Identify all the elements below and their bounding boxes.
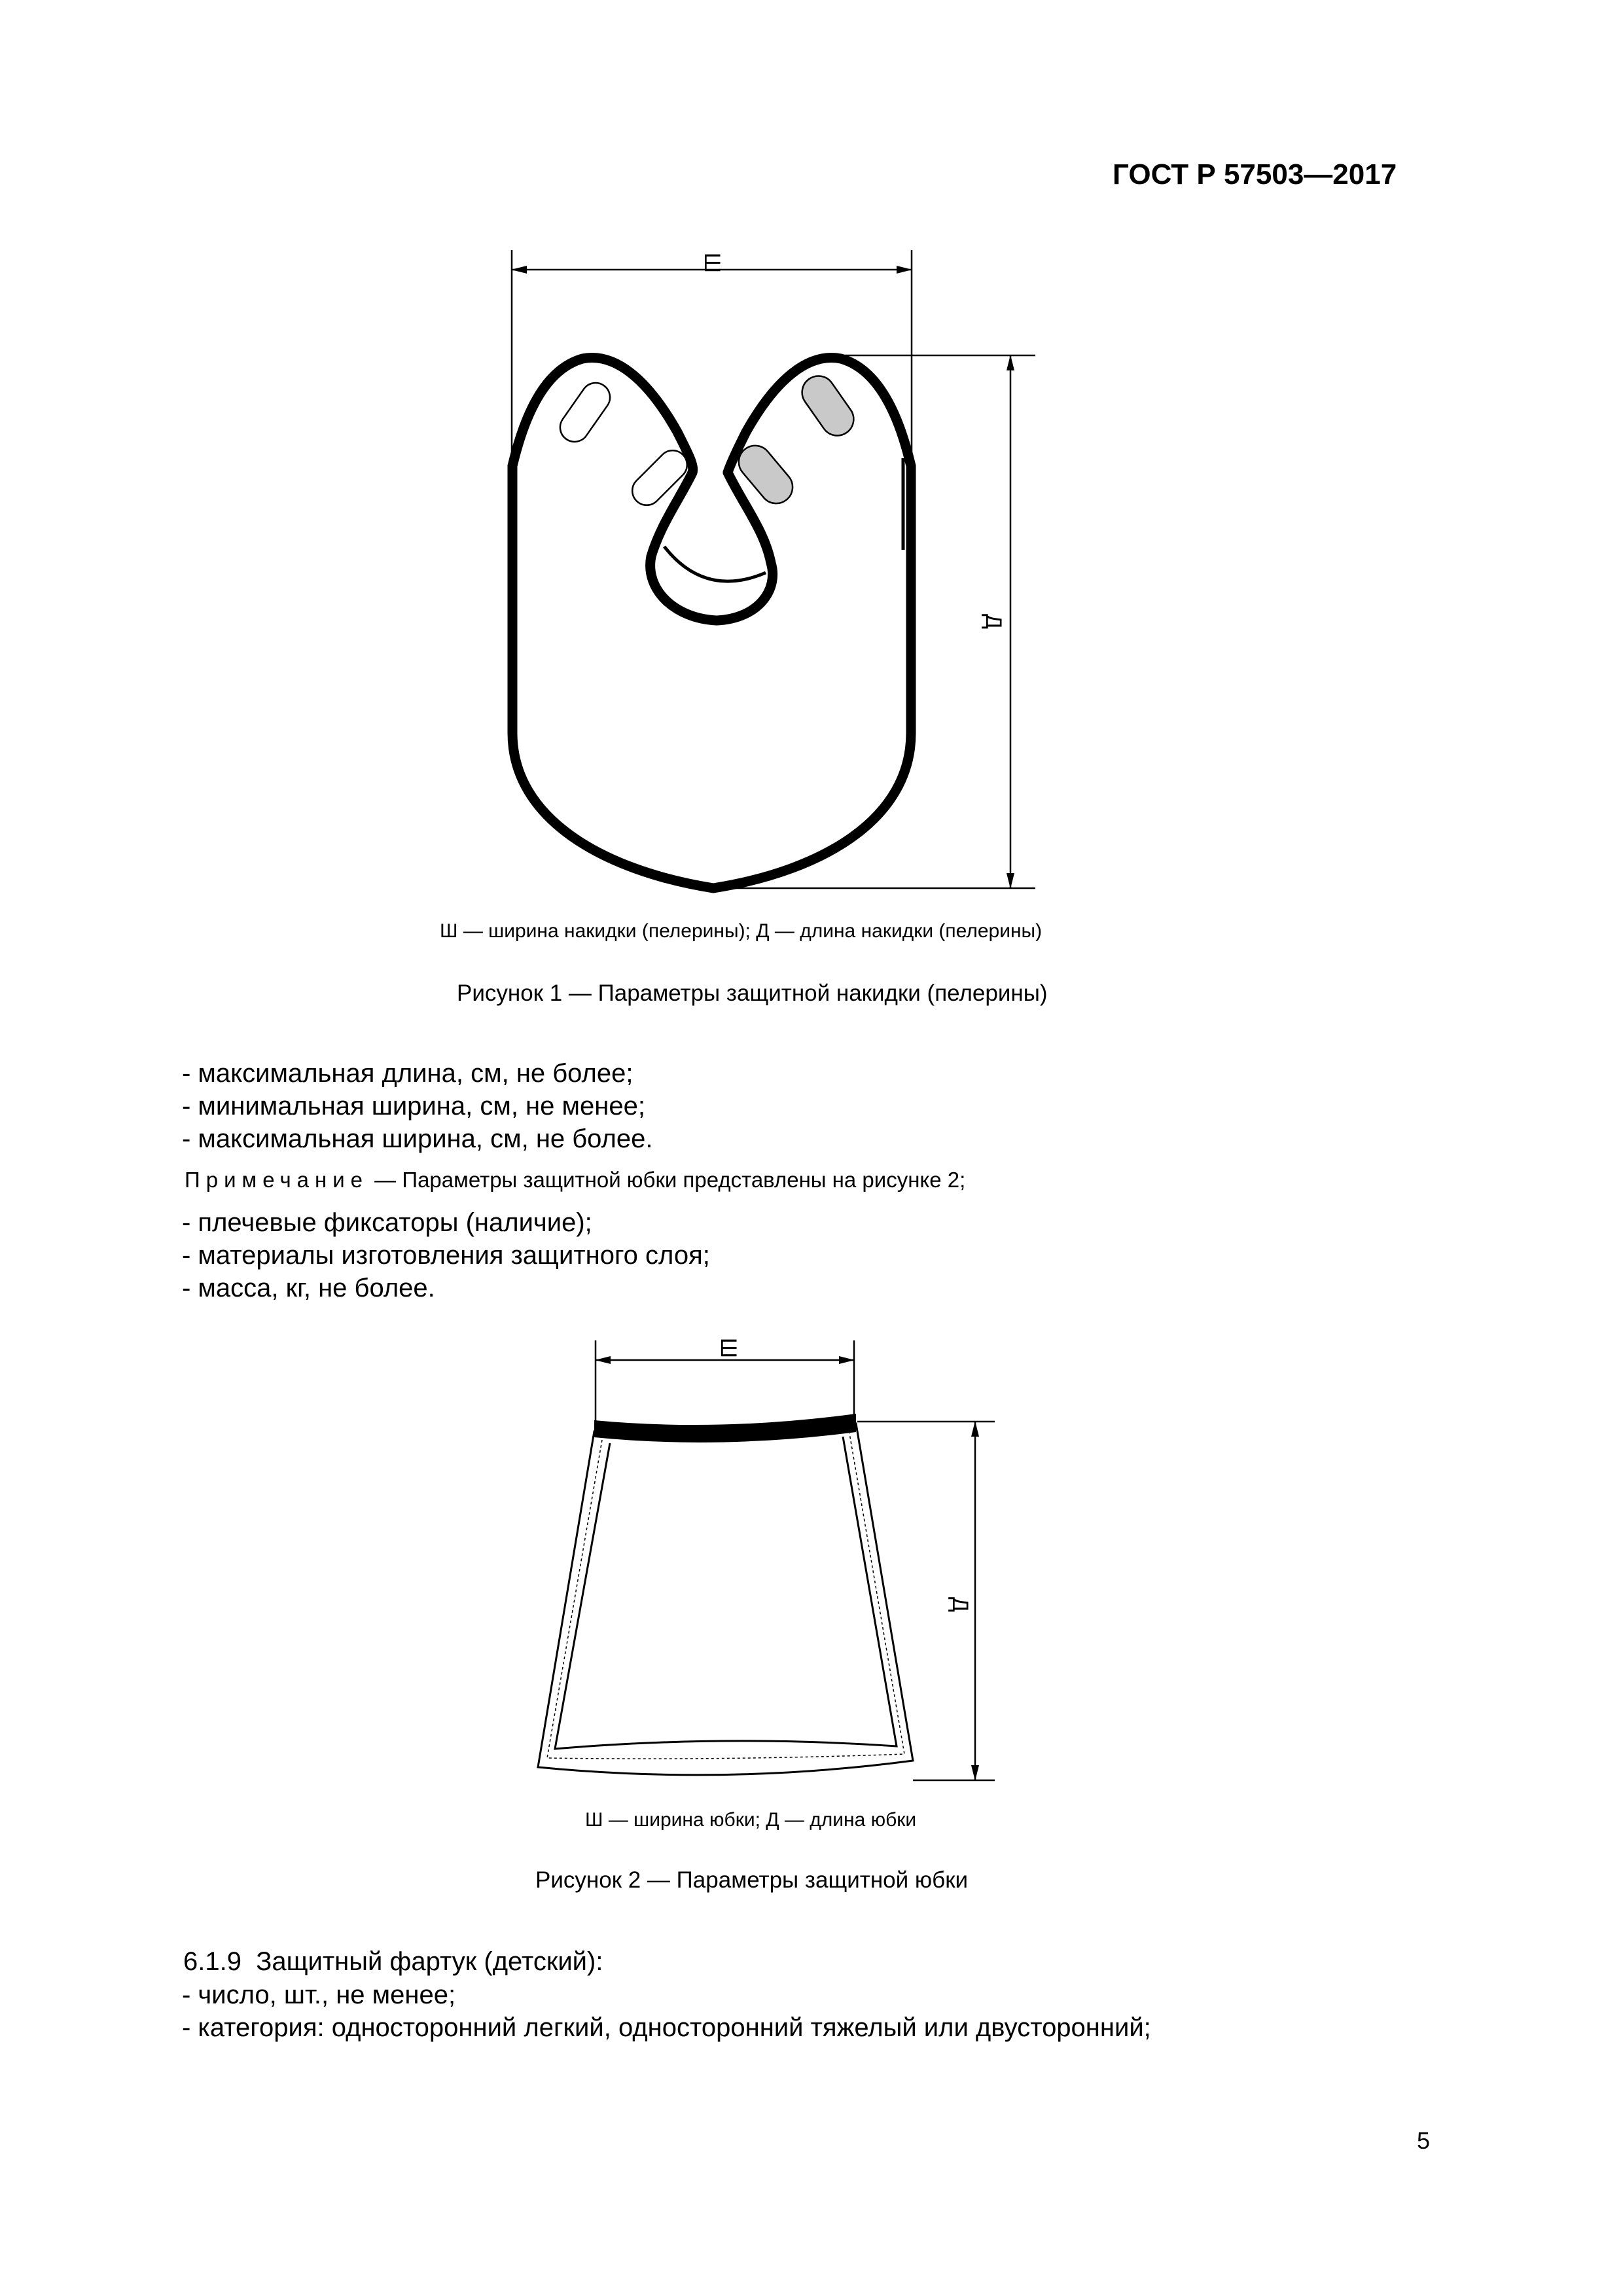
figure-1-legend: Ш — ширина накидки (пелерины); Д — длина накидки (пелерины): [440, 920, 1043, 942]
figure-2-width-symbol: Ш: [716, 1337, 741, 1359]
list-1-item-1: - максимальная длина, см, не более;: [182, 1059, 633, 1088]
section-item-2: - категория: односторонний легкий, односторонний тяжелый или двусторонний;: [182, 2013, 1151, 2042]
list-2-item-1: - плечевые фиксаторы (наличие);: [182, 1208, 592, 1237]
page-number: 5: [1417, 2127, 1431, 2154]
list-1-item-2: - минимальная ширина, см, не менее;: [182, 1092, 645, 1121]
figure-2-length-dimension: [857, 1422, 995, 1780]
note-text: — Параметры защитной юбки представлены на рисунке 2;: [368, 1168, 966, 1192]
figure-2-caption: Рисунок 2 — Параметры защитной юбки: [535, 1867, 969, 1893]
note-line: [185, 1168, 965, 1193]
figure-1-length-symbol: Д: [981, 613, 1007, 630]
skirt-inner-outline: [555, 1437, 897, 1749]
skirt-waistband: [594, 1414, 856, 1443]
section-item-1: - число, шт., не менее;: [182, 1981, 456, 2009]
figure-1-width-dimension: [512, 250, 912, 466]
figure-2-length-symbol: Д: [948, 1596, 973, 1613]
skirt-stitching: [547, 1433, 904, 1759]
figure-2-legend: Ш — ширина юбки; Д — длина юбки: [585, 1809, 917, 1831]
cape-inner-neck-edge: [664, 547, 766, 581]
note-label: Примечание: [185, 1168, 369, 1192]
section-heading: 6.1.9 Защитный фартук (детский):: [183, 1947, 603, 1976]
shoulder-fixators: [554, 370, 860, 511]
standard-code: ГОСТ Р 57503—2017: [1113, 158, 1397, 190]
list-1-item-3: - максимальная ширина, см, не более.: [182, 1124, 653, 1153]
figure-1-caption: Рисунок 1 — Параметры защитной накидки (пелерины): [457, 980, 1048, 1006]
cape-outline: [512, 358, 911, 888]
skirt-outline: [538, 1424, 913, 1775]
figure-1-width-symbol: Ш: [700, 252, 725, 274]
list-2-item-3: - масса, кг, не более.: [182, 1274, 435, 1302]
list-2-item-2: - материалы изготовления защитного слоя;: [182, 1241, 710, 1270]
